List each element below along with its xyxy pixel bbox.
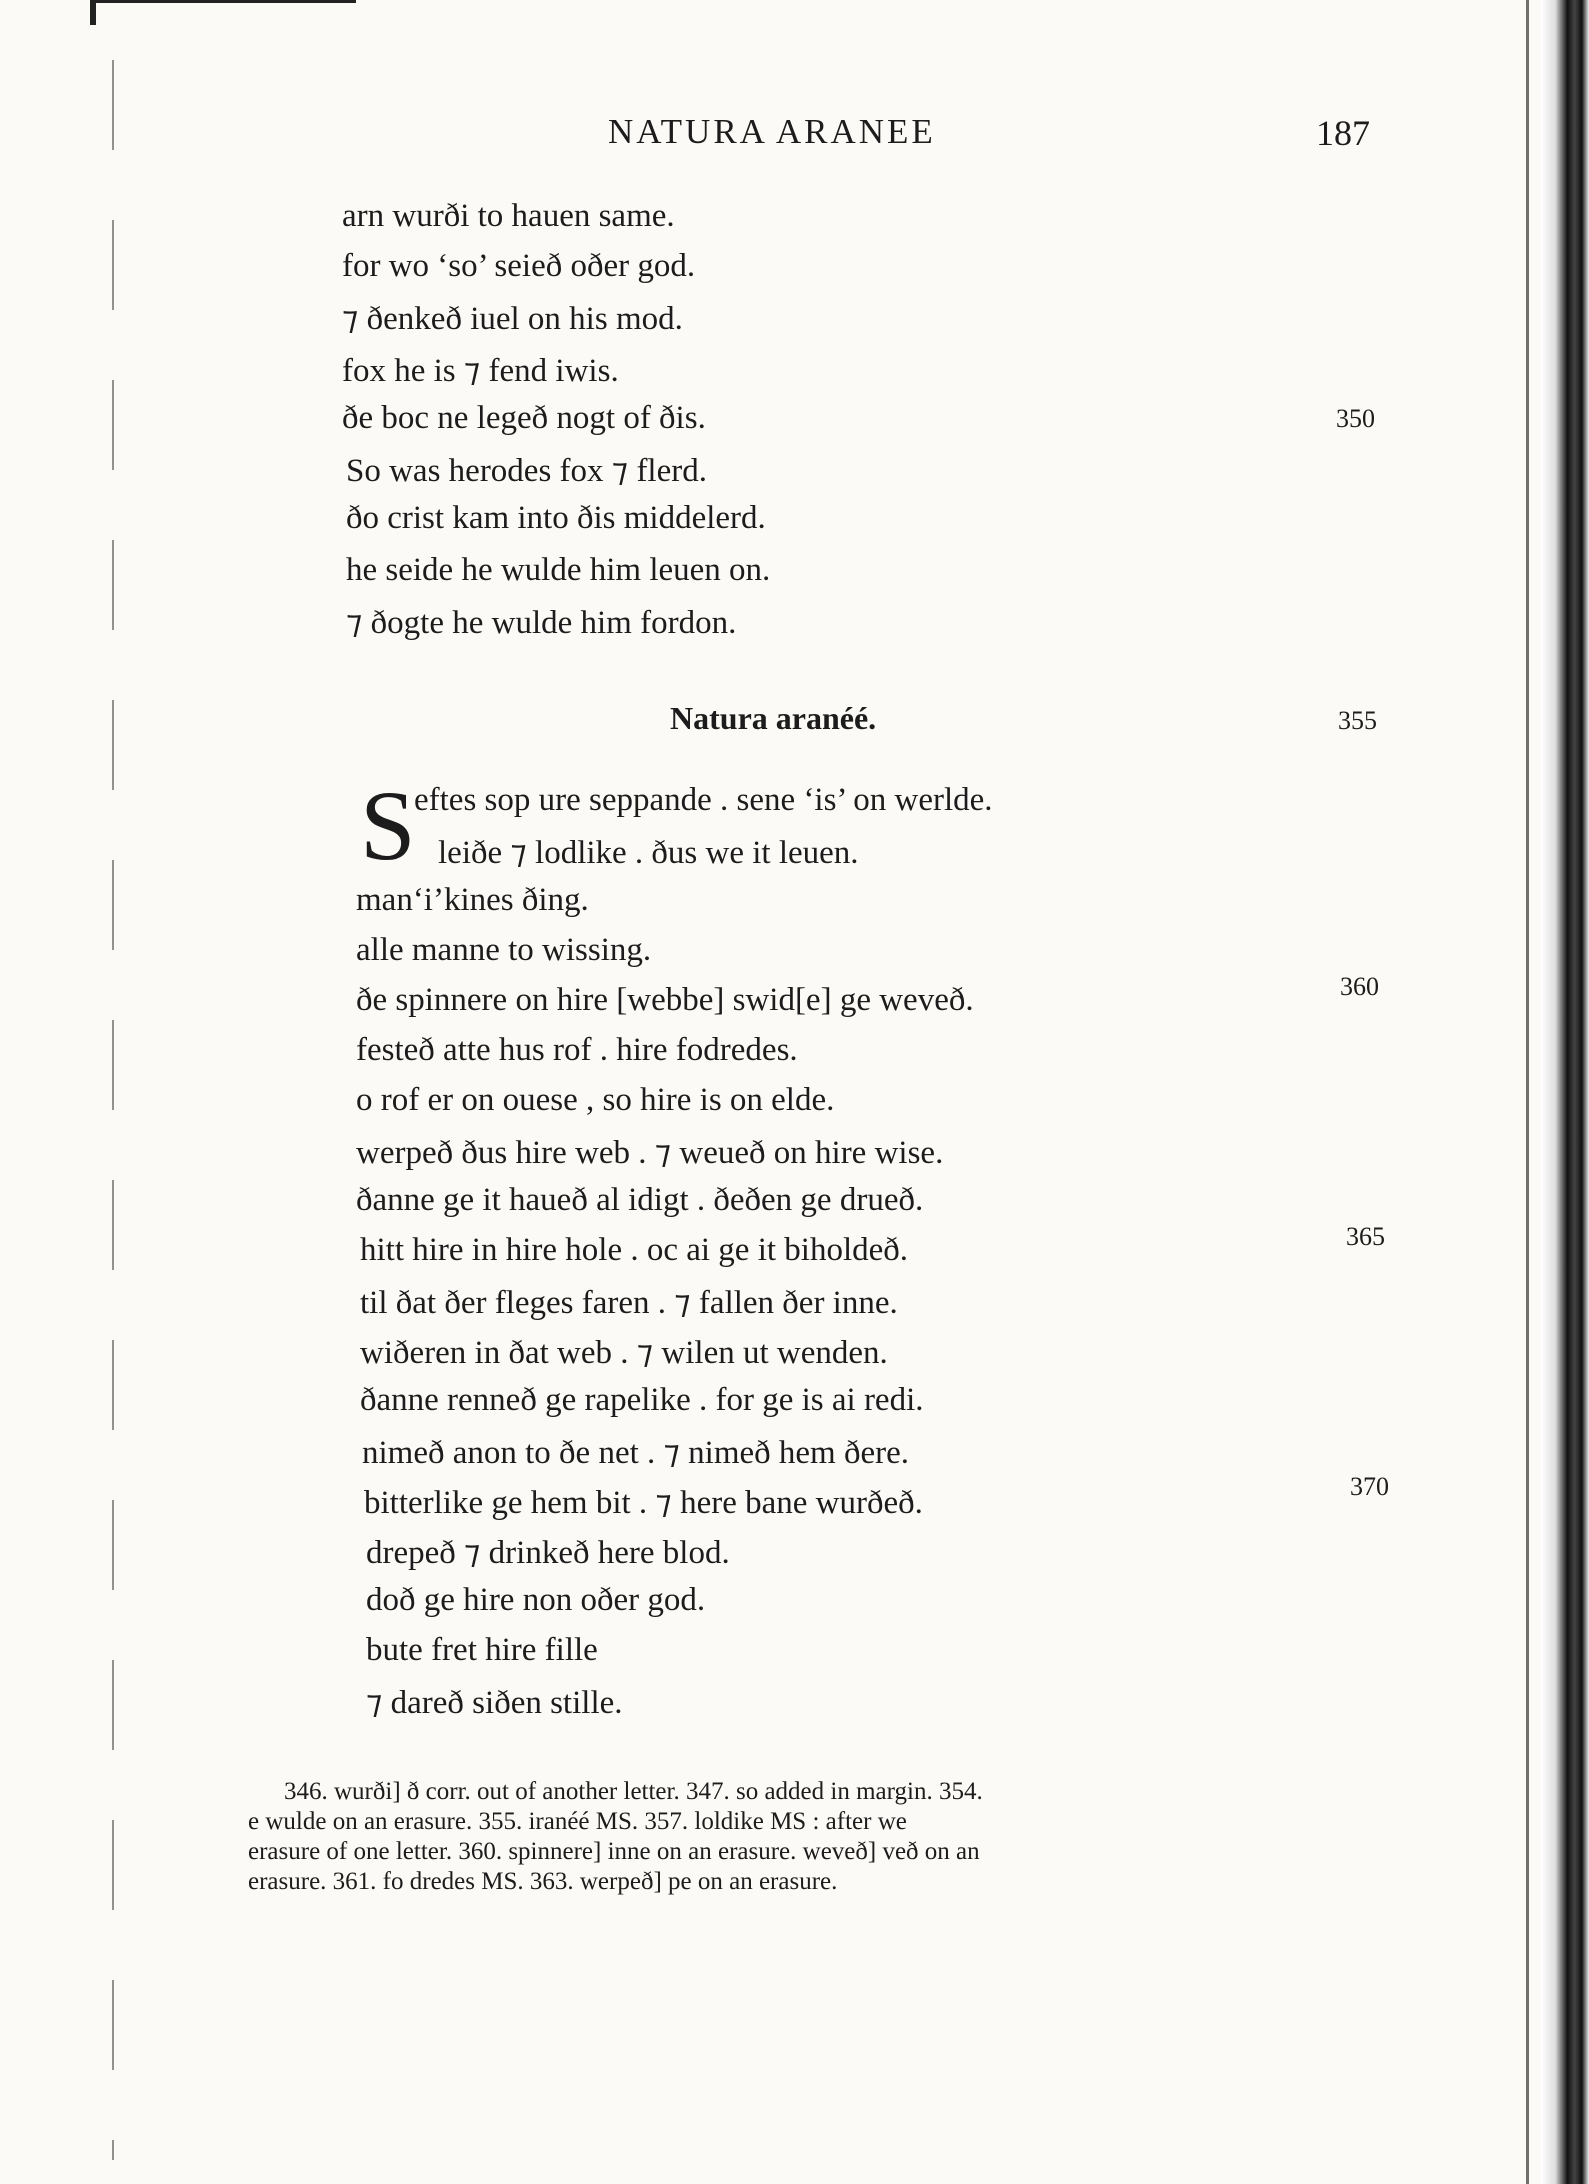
line-number: 370 xyxy=(1350,1472,1389,1501)
drop-cap: S xyxy=(360,770,416,881)
footnote-line: erasure. 361. fo dredes MS. 363. werpeð] pe on an erasure. xyxy=(248,1868,838,1895)
page-gutter-line xyxy=(1526,0,1529,2184)
verse-line: werpeð ðus hire web . ⁊ weueð on hire wise. xyxy=(356,1135,944,1171)
running-head xyxy=(0,112,1589,162)
verse-line: hitt hire in hire hole . oc ai ge it biholdeð. xyxy=(360,1232,909,1268)
verse-line: drepeð ⁊ drinkeð here blod. xyxy=(366,1535,730,1571)
verse-line: ðe boc ne legeð nogt of ðis. xyxy=(342,400,706,436)
footnote-line: 346. wurði] ð corr. out of another letter. 347. so added in margin. 354. xyxy=(284,1778,983,1805)
verse-line: ⁊ dareð siðen stille. xyxy=(366,1685,623,1721)
page-number: 187 xyxy=(1316,113,1370,153)
verse-line: fox he is ⁊ fend iwis. xyxy=(342,353,619,389)
scan-edge-mark xyxy=(90,0,356,25)
verse-line: arn wurði to hauen same. xyxy=(342,198,675,234)
verse-line: So was herodes fox ⁊ flerd. xyxy=(346,453,707,489)
verse-line: nimeð anon to ðe net . ⁊ nimeð hem ðere. xyxy=(362,1435,909,1471)
verse-line: bitterlike ge hem bit . ⁊ here bane wurðeð. xyxy=(364,1485,923,1521)
verse-line: ⁊ ðenkeð iuel on his mod. xyxy=(342,301,683,337)
verse-line: bute fret hire fille xyxy=(366,1632,598,1668)
running-head-title: NATURA ARANEE xyxy=(608,112,936,151)
verse-line: alle manne to wissing. xyxy=(356,932,652,968)
verse-line: festeð atte hus rof . hire fodredes. xyxy=(356,1032,798,1068)
verse-line: ðo crist kam into ðis middelerd. xyxy=(346,500,766,536)
footnote-line: e wulde on an erasure. 355. iranéé MS. 357. loldike MS : after we xyxy=(248,1808,907,1835)
verse-line: man‘i’kines ðing. xyxy=(356,882,589,918)
verse-line: leiðe ⁊ lodlike . ðus we it leuen. xyxy=(438,835,859,871)
verse-line: til ðat ðer fleges faren . ⁊ fallen ðer inne. xyxy=(360,1285,898,1321)
verse-line: for wo ‘so’ seieð oðer god. xyxy=(342,248,696,284)
verse-line: he seide he wulde him leuen on. xyxy=(346,552,771,588)
verse-line: ðe spinnere on hire [webbe] swid[e] ge weveð. xyxy=(356,982,974,1018)
verse-line: eftes sop ure seppande . sene ‘is’ on werlde. xyxy=(414,782,993,818)
verse-line: ⁊ ðogte he wulde him fordon. xyxy=(346,605,737,641)
verse-line: wiðeren in ðat web . ⁊ wilen ut wenden. xyxy=(360,1335,888,1371)
verse-line: doð ge hire non oðer god. xyxy=(366,1582,706,1618)
section-line-number: 355 xyxy=(1338,706,1377,735)
book-binding-edge xyxy=(1541,0,1589,2184)
verse-line: ðanne ge it haueð al idigt . ðeðen ge drueð. xyxy=(356,1182,924,1218)
section-title: Natura aranéé. xyxy=(670,700,877,736)
line-number: 360 xyxy=(1340,972,1379,1001)
line-number: 365 xyxy=(1346,1222,1385,1251)
footnote-line: erasure of one letter. 360. spinnere] inne on an erasure. weveð] veð on an xyxy=(248,1838,980,1865)
line-number: 350 xyxy=(1336,404,1375,433)
verse-line: o rof er on ouese , so hire is on elde. xyxy=(356,1082,835,1118)
page-left-shadow xyxy=(112,60,114,2160)
verse-line: ðanne renneð ge rapelike . for ge is ai redi. xyxy=(360,1382,924,1418)
